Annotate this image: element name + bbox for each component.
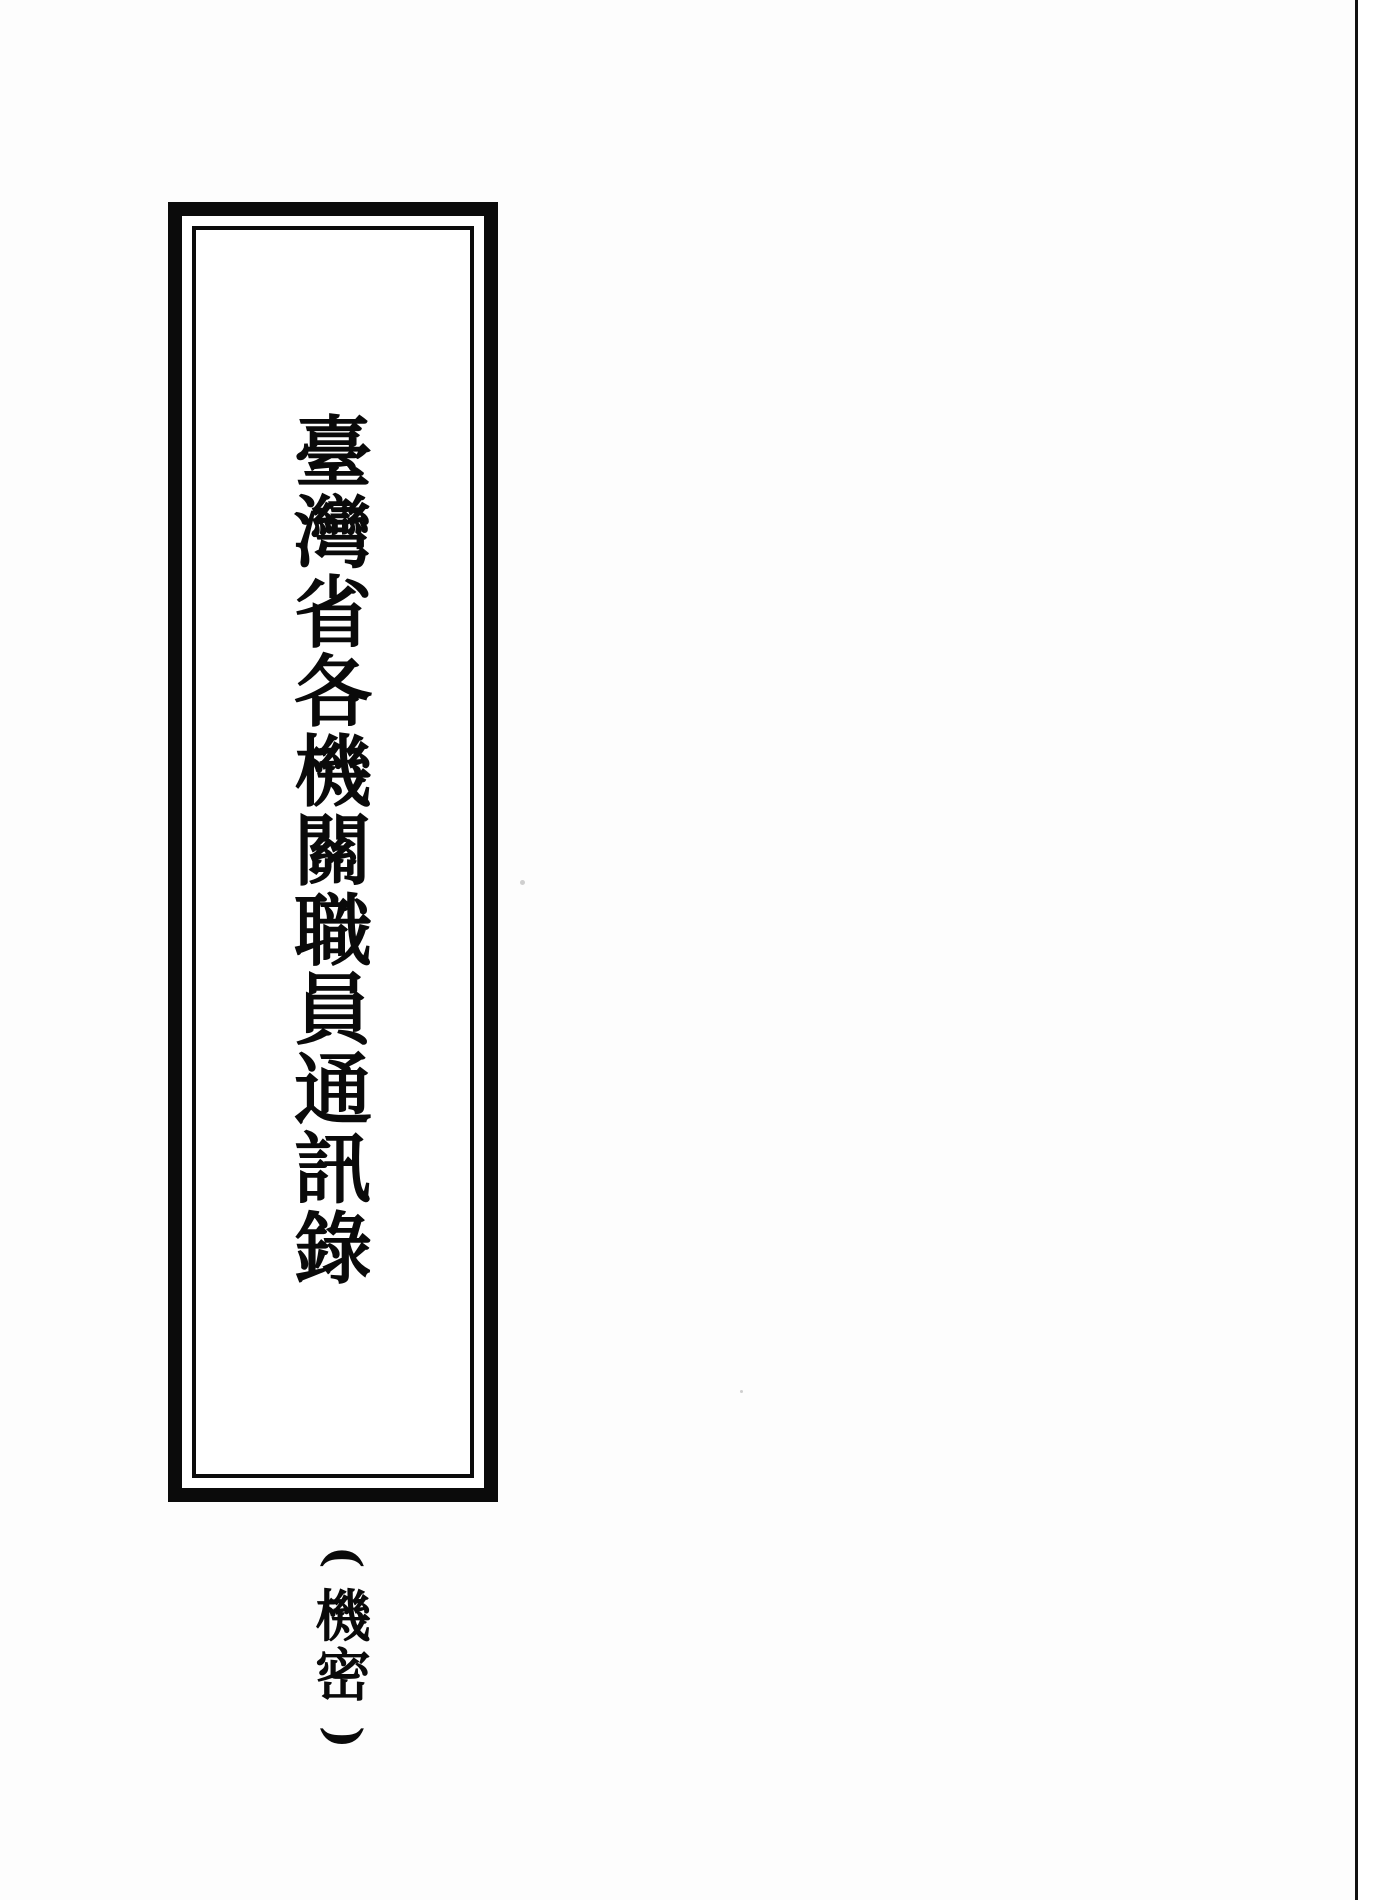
title-char: 機	[293, 726, 372, 818]
title-border-frame	[168, 202, 498, 1502]
title-char: 臺	[293, 408, 372, 500]
title-char: 錄	[293, 1203, 372, 1295]
title-border-inner	[192, 226, 474, 1478]
title-char: 通	[293, 1044, 372, 1136]
title-char: 員	[293, 965, 372, 1057]
title-char: 各	[293, 647, 372, 739]
scan-edge-gutter	[1355, 0, 1400, 1900]
classification-open-paren: (	[315, 1545, 372, 1569]
book-title-vertical	[196, 230, 470, 1474]
classification-close-paren: )	[315, 1725, 372, 1749]
title-char: 關	[293, 806, 372, 898]
classification-mark	[268, 1530, 418, 1762]
scan-speck	[520, 880, 525, 885]
scan-speck	[740, 1390, 743, 1393]
title-char: 灣	[293, 488, 372, 580]
title-char: 職	[293, 885, 372, 977]
classification-char: 密	[315, 1643, 371, 1710]
title-char: 省	[293, 567, 372, 659]
classification-char: 機	[315, 1584, 371, 1651]
title-char: 訊	[293, 1124, 372, 1216]
